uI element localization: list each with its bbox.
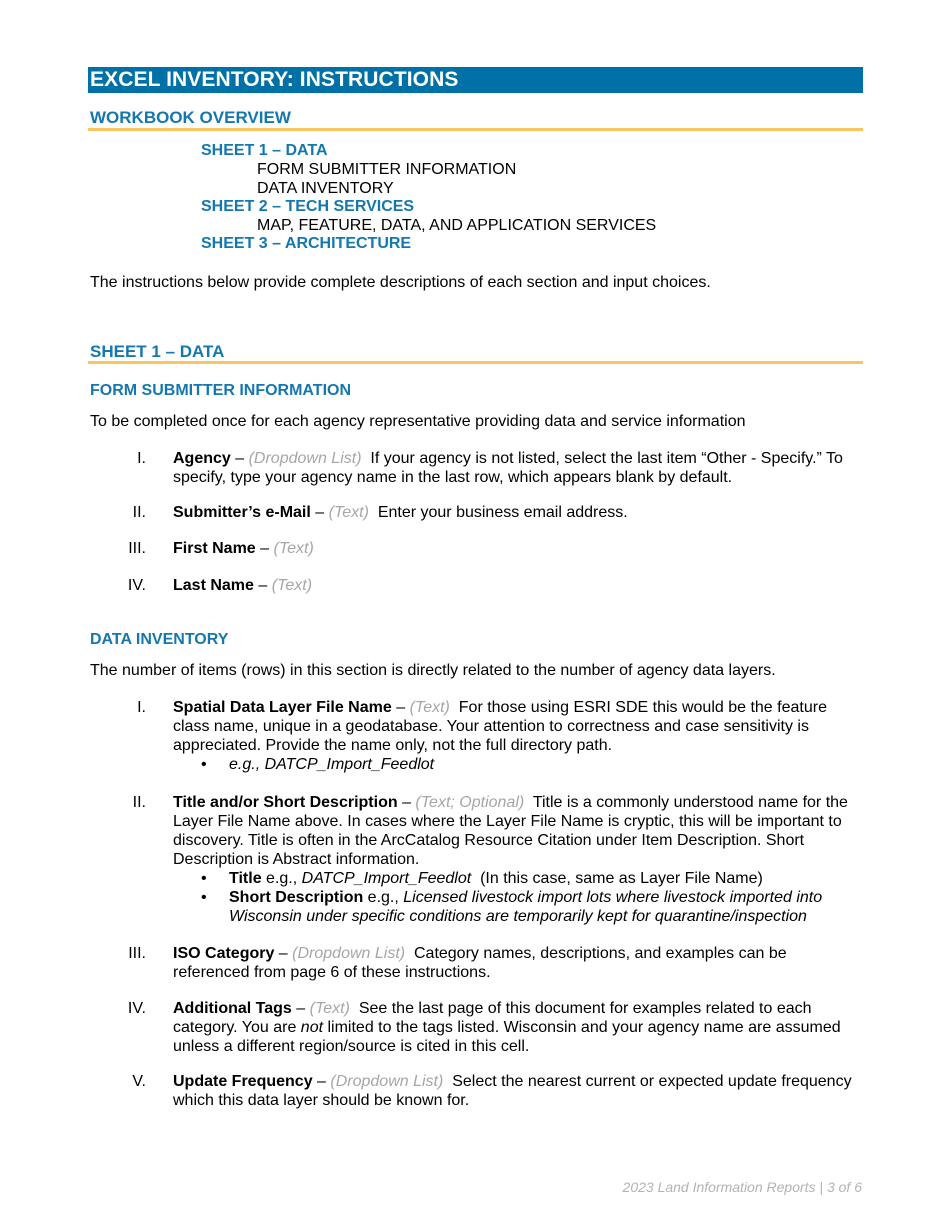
overview-sheet2: SHEET 2 – TECH SERVICES: [201, 198, 415, 215]
list-numeral: III.: [128, 945, 146, 962]
overview-intro: The instructions below provide complete descriptions of each section and input choices.: [90, 274, 711, 291]
list-item-agency: Agency – (Dropdown List) If your agency is not listed, select the last item “Other - Specify.” To specify, type your agency name in the last row, which appears blank by default.: [173, 450, 848, 486]
data-inventory-intro: The number of items (rows) in this section is directly related to the number of agency data layers.: [90, 662, 776, 679]
page-footer: 2023 Land Information Reports | 3 of 6: [622, 1179, 862, 1195]
list-item-first-name: First Name – (Text): [173, 540, 314, 557]
list-item-file-name: Spatial Data Layer File Name – (Text) For those using ESRI SDE this would be the feature class name, unique in a geodatabase. Your attention to correctness and case sensitivity is appreciated. Provide the name only, not the full directory path. • e.g., DATCP_Import_Feedlot: [173, 699, 832, 773]
list-numeral: III.: [128, 540, 146, 557]
overview-sheet1-item: DATA INVENTORY: [257, 180, 394, 197]
overview-sheet1: SHEET 1 – DATA: [201, 142, 328, 159]
overview-sheet3: SHEET 3 – ARCHITECTURE: [201, 235, 412, 252]
list-numeral: I.: [137, 450, 146, 467]
list-numeral: II.: [132, 794, 146, 811]
overview-sheet2-item: MAP, FEATURE, DATA, AND APPLICATION SERVICES: [257, 217, 657, 234]
list-item-title: Title and/or Short Description – (Text; Optional) Title is a commonly understood name for the Layer File Name above. In cases where the Layer File Name is cryptic, this will be important to discovery. Title is often in the ArcCatalog Resource Citation under Item Description. Short Description is Abstract information. • Title e.g., DATCP_Import_Feedlot (In this case, same as Layer File Name) • Short Description e.g., Licensed livestock import lots where livestock imported into Wisconsin under specific conditions are temporarily kept for quarantine/inspection: [173, 794, 853, 925]
list-numeral: IV.: [127, 577, 146, 594]
list-numeral: II.: [132, 504, 146, 521]
list-numeral: V.: [132, 1073, 146, 1090]
list-numeral: IV.: [127, 1000, 146, 1017]
section-divider: [88, 361, 863, 364]
workbook-overview-heading: WORKBOOK OVERVIEW: [90, 108, 291, 127]
sheet1-heading: SHEET 1 – DATA: [90, 342, 225, 361]
data-inventory-heading: DATA INVENTORY: [90, 631, 229, 648]
list-item-iso-category: ISO Category – (Dropdown List) Category names, descriptions, and examples can be referenced from page 6 of these instructions.: [173, 945, 792, 981]
overview-sheet1-item: FORM SUBMITTER INFORMATION: [257, 161, 517, 178]
list-item-update-frequency: Update Frequency – (Dropdown List) Select the nearest current or expected update frequency which this data layer should be known for.: [173, 1073, 857, 1109]
list-numeral: I.: [137, 699, 146, 716]
list-item-email: Submitter’s e-Mail – (Text) Enter your business email address.: [173, 504, 628, 521]
list-item-additional-tags: Additional Tags – (Text) See the last page of this document for examples related to each category. You are not limited to the tags listed. Wisconsin and your agency name are assumed unless a different region/source is cited in this cell.: [173, 1000, 841, 1055]
form-submitter-heading: FORM SUBMITTER INFORMATION: [90, 382, 352, 399]
page-title-banner: EXCEL INVENTORY: INSTRUCTIONS: [88, 67, 863, 93]
list-item-last-name: Last Name – (Text): [173, 577, 313, 594]
form-submitter-intro: To be completed once for each agency representative providing data and service information: [90, 413, 746, 430]
section-divider: [88, 128, 863, 131]
